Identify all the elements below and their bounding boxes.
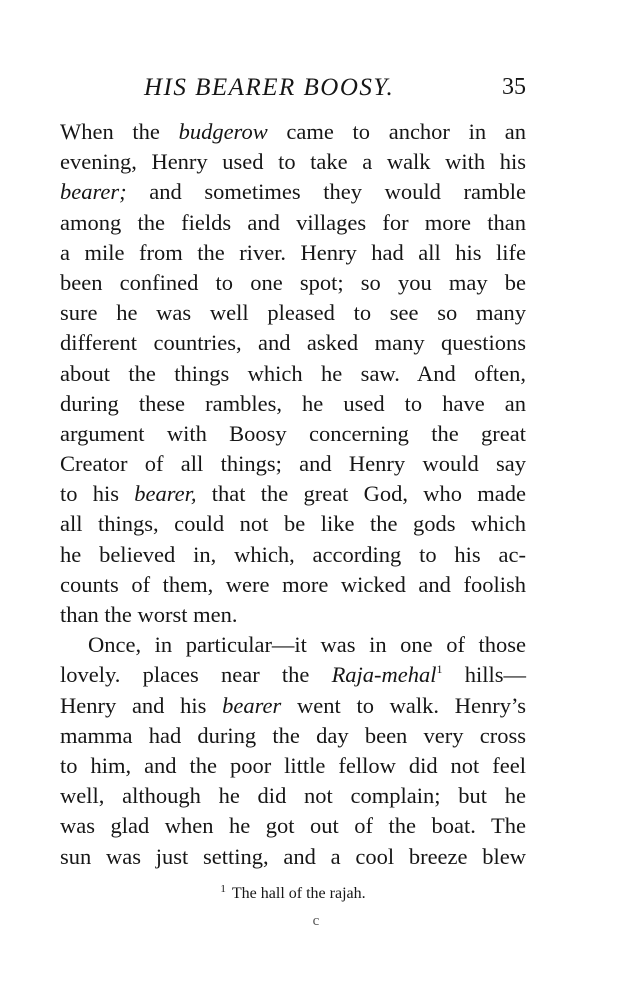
body-text bbox=[60, 117, 526, 872]
text-line: to him, and the poor little fellow did not feel bbox=[60, 752, 526, 778]
text-line: been confined to one spot; so you may be bbox=[60, 269, 526, 295]
text-line: bearer; and sometimes they would ramble bbox=[60, 179, 526, 205]
text-line: well, although he did not complain; but he bbox=[60, 783, 526, 809]
text-line: among the fields and villages for more than bbox=[60, 209, 526, 235]
text-line: was glad when he got out of the boat. The bbox=[60, 813, 526, 839]
text-line: counts of them, were more wicked and foolish bbox=[60, 571, 526, 597]
text-line: about the things which he saw. And often, bbox=[60, 360, 526, 386]
text-line: all things, could not be like the gods which bbox=[60, 511, 526, 537]
footnote-marker: 1 bbox=[436, 662, 443, 677]
text-line: different countries, and asked many questions bbox=[60, 330, 526, 356]
text-line: argument with Boosy concerning the great bbox=[60, 420, 526, 446]
text-line: sure he was well pleased to see so many bbox=[60, 300, 526, 326]
footnote bbox=[60, 885, 526, 903]
text-line: during these rambles, he used to have an bbox=[60, 390, 526, 416]
page-number: 35 bbox=[502, 74, 526, 100]
footnote-number: 1 bbox=[220, 883, 226, 895]
text-line: he believed in, which, according to his ac- bbox=[60, 541, 526, 567]
text-line: to his bearer, that the great God, who made bbox=[60, 481, 526, 507]
text-line: When the budgerow came to anchor in an bbox=[60, 119, 526, 144]
text-line: lovely. places near the Raja-mehal$^1$ hills— bbox=[60, 662, 526, 688]
text-line: than the worst men. bbox=[60, 602, 238, 627]
text-line: a mile from the river. Henry had all his life bbox=[60, 239, 526, 265]
text-line: Creator of all things; and Henry would say bbox=[60, 451, 526, 477]
running-title: HIS BEARER BOOSY. bbox=[144, 74, 395, 101]
text-line: Henry and his bearer went to walk. Henry’s bbox=[60, 692, 526, 718]
text-line: Once, in particular—it was in one of those bbox=[88, 632, 526, 658]
footnote-text: The hall of the rajah. bbox=[231, 885, 366, 902]
signature-mark: c bbox=[312, 913, 320, 929]
text-line: sun was just setting, and a cool breeze blew bbox=[60, 843, 526, 869]
page-header bbox=[60, 74, 526, 108]
text-line: mamma had during the day been very cross bbox=[60, 722, 526, 748]
text-line: evening, Henry used to take a walk with his bbox=[60, 149, 526, 175]
